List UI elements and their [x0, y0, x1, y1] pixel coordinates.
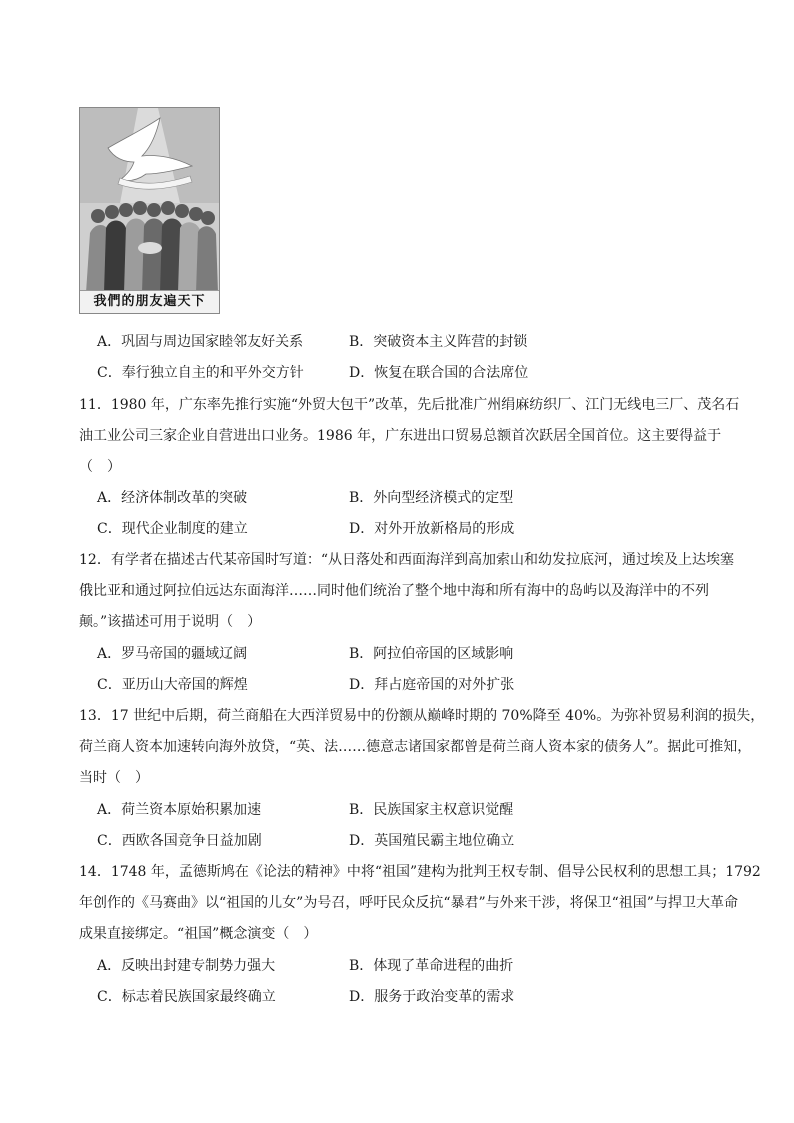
q10-option-c: C．奉行独立自主的和平外交方针: [97, 365, 304, 381]
q13-option-b: B．民族国家主权意识觉醒: [349, 802, 514, 818]
q11-stem-line-2: 油工业公司三家企业自营进出口业务。1986 年，广东进出口贸易总额首次跃居全国首位。这主要得益于: [79, 428, 722, 444]
q10-option-b: B．突破资本主义阵营的封锁: [349, 334, 528, 350]
q13-stem-line-1: 13．17 世纪中后期，荷兰商船在大西洋贸易中的份额从巅峰时期的 70%降至 40%。为弥补贸易利润的损失，: [79, 708, 765, 724]
q11-option-c: C．现代企业制度的建立: [97, 521, 248, 537]
q13-option-a: A．荷兰资本原始积累加速: [97, 802, 262, 818]
q12-option-b: B．阿拉伯帝国的区域影响: [349, 646, 514, 662]
q14-option-c: C．标志着民族国家最终确立: [97, 989, 276, 1005]
q13-option-c: C．西欧各国竞争日益加剧: [97, 833, 262, 849]
q14-option-d: D．服务于政治变革的需求: [349, 989, 515, 1005]
q11-option-d: D．对外开放新格局的形成: [349, 521, 515, 537]
q12-stem-line-1: 12．有学者在描述古代某帝国时写道：“从日落处和西面海洋到高加索山和幼发拉底河，通过埃及上达埃塞: [79, 552, 734, 568]
q14-option-a: A．反映出封建专制势力强大: [97, 958, 276, 974]
q10-option-a: A．巩固与周边国家睦邻友好关系: [97, 334, 304, 350]
q14-option-b: B．体现了革命进程的曲折: [349, 958, 514, 974]
poster-illustration: [80, 108, 220, 293]
q12-stem-line-2: 俄比亚和通过阿拉伯远达东面海洋……同时他们统治了整个地中海和所有海中的岛屿以及海洋中的不列: [79, 583, 709, 599]
q12-option-a: A．罗马帝国的疆域辽阔: [97, 646, 248, 662]
q14-stem-line-3: 成果直接绑定。“祖国”概念演变（ ）: [79, 926, 318, 942]
q11-option-b: B．外向型经济模式的定型: [349, 490, 514, 506]
q12-option-c: C．亚历山大帝国的辉煌: [97, 677, 248, 693]
q11-stem-line-3: （ ）: [79, 459, 121, 475]
q12-option-d: D．拜占庭帝国的对外扩张: [349, 677, 515, 693]
poster-caption: 我們的朋友遍天下: [80, 290, 219, 313]
q13-stem-line-3: 当时（ ）: [79, 770, 149, 786]
poster-image: [79, 107, 220, 314]
q13-option-d: D．英国殖民霸主地位确立: [349, 833, 515, 849]
q10-option-d: D．恢复在联合国的合法席位: [349, 365, 529, 381]
q12-stem-line-3: 颠。”该描述可用于说明（ ）: [79, 614, 262, 630]
q14-stem-line-2: 年创作的《马赛曲》以“祖国的儿女”为号召，呼吁民众反抗“暴君”与外来干涉，将保卫“祖国”与捍卫大革命: [79, 895, 738, 911]
q14-stem-line-1: 14．1748 年，孟德斯鸠在《论法的精神》中将“祖国”建构为批判王权专制、倡导公民权利的思想工具；1792: [79, 864, 761, 880]
q13-stem-line-2: 荷兰商人资本加速转向海外放贷，“英、法……德意志诸国家都曾是荷兰商人资本家的债务人”。据此可推知，: [79, 739, 752, 755]
q11-option-a: A．经济体制改革的突破: [97, 490, 248, 506]
q11-stem-line-1: 11．1980 年，广东率先推行实施“外贸大包干”改革，先后批准广州绢麻纺织厂、江门无线电三厂、茂名石: [79, 397, 740, 413]
